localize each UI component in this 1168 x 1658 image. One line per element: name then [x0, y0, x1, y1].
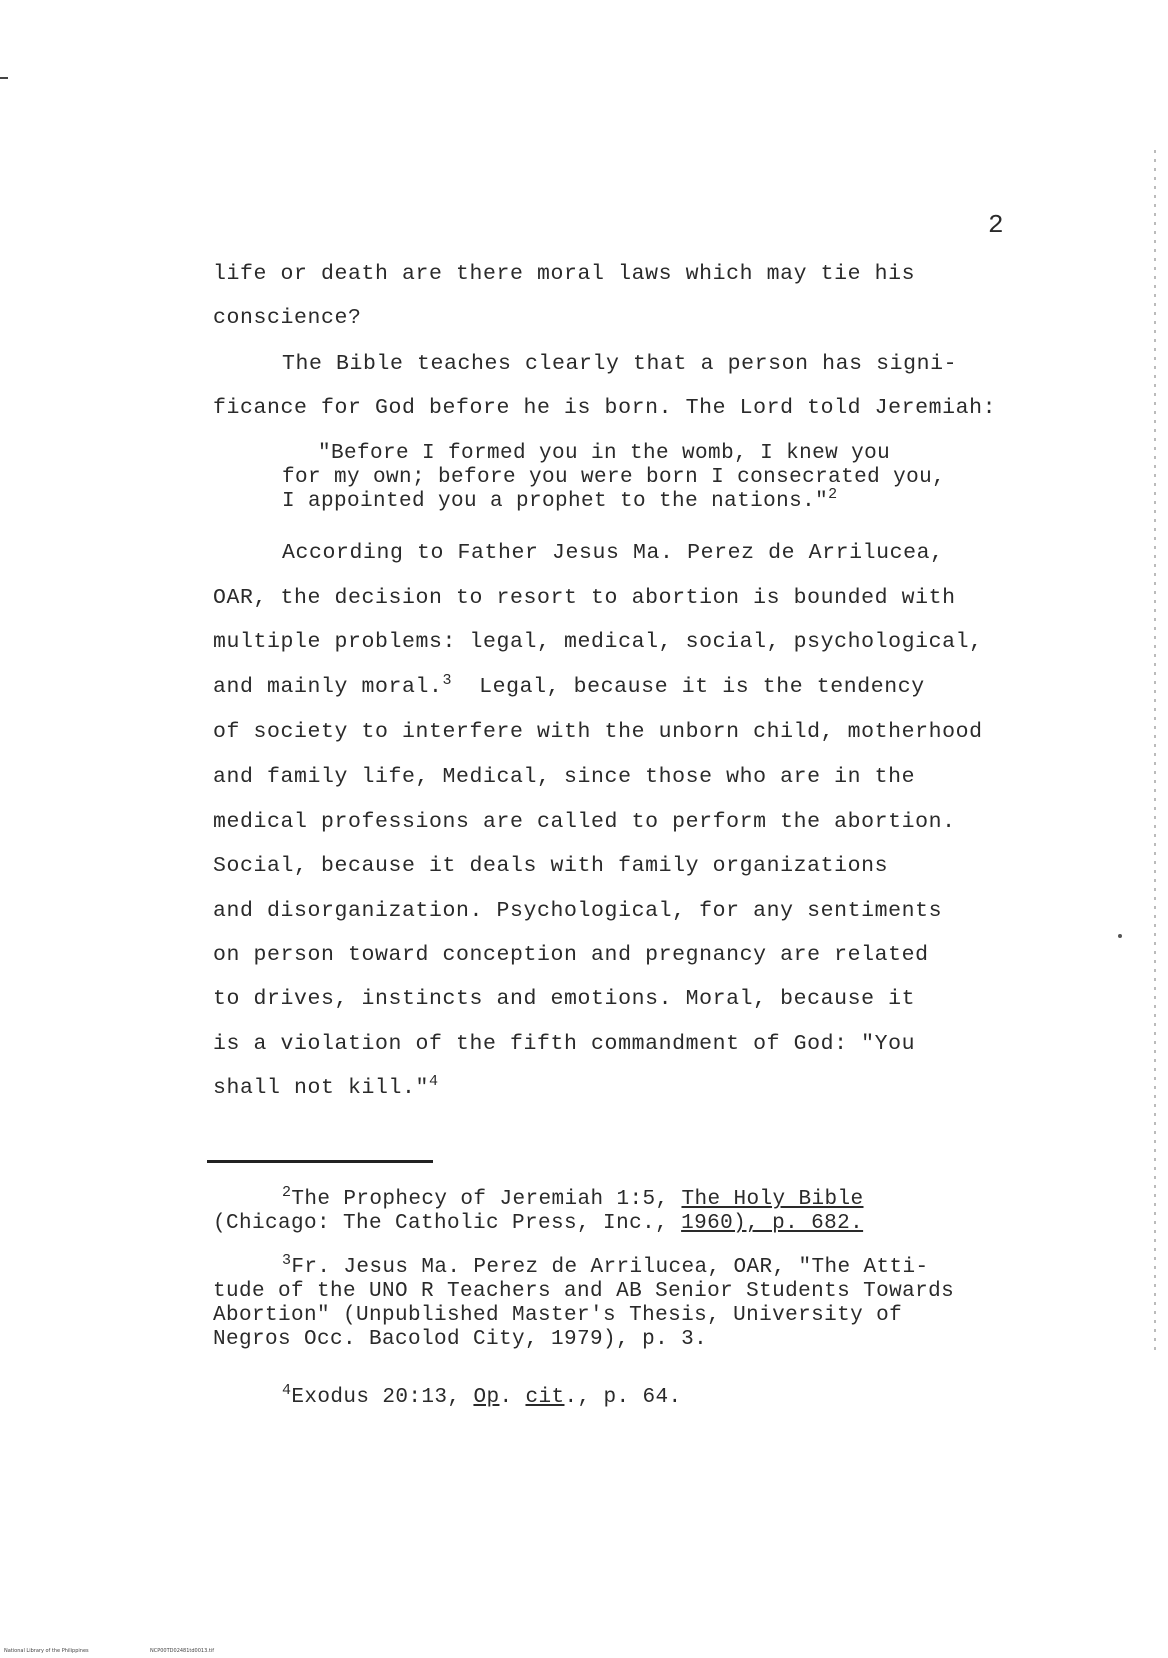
body-line: conscience? — [213, 306, 362, 330]
body-line: and disorganization. Psychological, for any sentiments — [213, 899, 943, 923]
footnote-divider — [207, 1160, 433, 1163]
scan-edge — [1154, 150, 1156, 1350]
body-line: According to Father Jesus Ma. Perez de Arrilucea, — [282, 541, 944, 565]
footnote-2-line: $^2$The Prophecy of Jeremiah 1:5, The Holy Bible — [282, 1184, 864, 1211]
body-line: Social, because it deals with family organizations — [213, 854, 889, 878]
body-line: multiple problems: legal, medical, social, psychological, — [213, 630, 983, 654]
footnote-3-line: Abortion" (Unpublished Master's Thesis, University of — [213, 1304, 903, 1327]
block-quote-line: "Before I formed you in the womb, I knew you — [318, 442, 891, 465]
body-line: to drives, instincts and emotions. Moral, because it — [213, 987, 916, 1011]
block-quote-line: I appointed you a prophet to the nations."$^2$ — [282, 486, 838, 513]
body-line: medical professions are called to perform the abortion. — [213, 810, 956, 834]
footnote-2-line: (Chicago: The Catholic Press, Inc., 1960), p. 682. — [213, 1212, 864, 1235]
body-line: shall not kill."$^4$ — [213, 1072, 439, 1100]
body-line: and family life, Medical, since those who are in the — [213, 765, 916, 789]
scan-mark — [0, 77, 8, 79]
footnote-ref: 4 — [429, 1072, 439, 1090]
body-line: is a violation of the fifth commandment of God: "You — [213, 1032, 916, 1056]
body-line: on person toward conception and pregnancy are related — [213, 943, 929, 967]
footnote-3-line: Negros Occ. Bacolod City, 1979), p. 3. — [213, 1328, 708, 1351]
scan-footer-filename: NCP00TD02481td0013.tif — [150, 1648, 214, 1654]
body-line: life or death are there moral laws which may tie his — [213, 262, 916, 286]
scan-footer-library: National Library of the Philippines — [4, 1648, 89, 1654]
footnote-4-line: $^4$Exodus 20:13, Op. cit., p. 64. — [282, 1382, 682, 1409]
body-line: ficance for God before he is born. The Lord told Jeremiah: — [213, 396, 997, 420]
footnote-3-line: tude of the UNO R Teachers and AB Senior Students Towards — [213, 1280, 955, 1303]
page-number: 2 — [988, 210, 1004, 240]
scan-dot — [1118, 934, 1122, 938]
body-line: The Bible teaches clearly that a person has signi- — [282, 352, 958, 376]
body-line: of society to interfere with the unborn child, motherhood — [213, 720, 983, 744]
body-line: and mainly moral.$^3$ Legal, because it is the tendency — [213, 671, 925, 699]
footnote-ref: 2 — [828, 486, 838, 503]
block-quote-line: for my own; before you were born I consecrated you, — [282, 466, 946, 489]
footnote-ref: 3 — [442, 671, 453, 689]
footnote-3-line: $^3$Fr. Jesus Ma. Perez de Arrilucea, OAR, "The Atti- — [282, 1252, 929, 1279]
body-line: OAR, the decision to resort to abortion is bounded with — [213, 586, 956, 610]
